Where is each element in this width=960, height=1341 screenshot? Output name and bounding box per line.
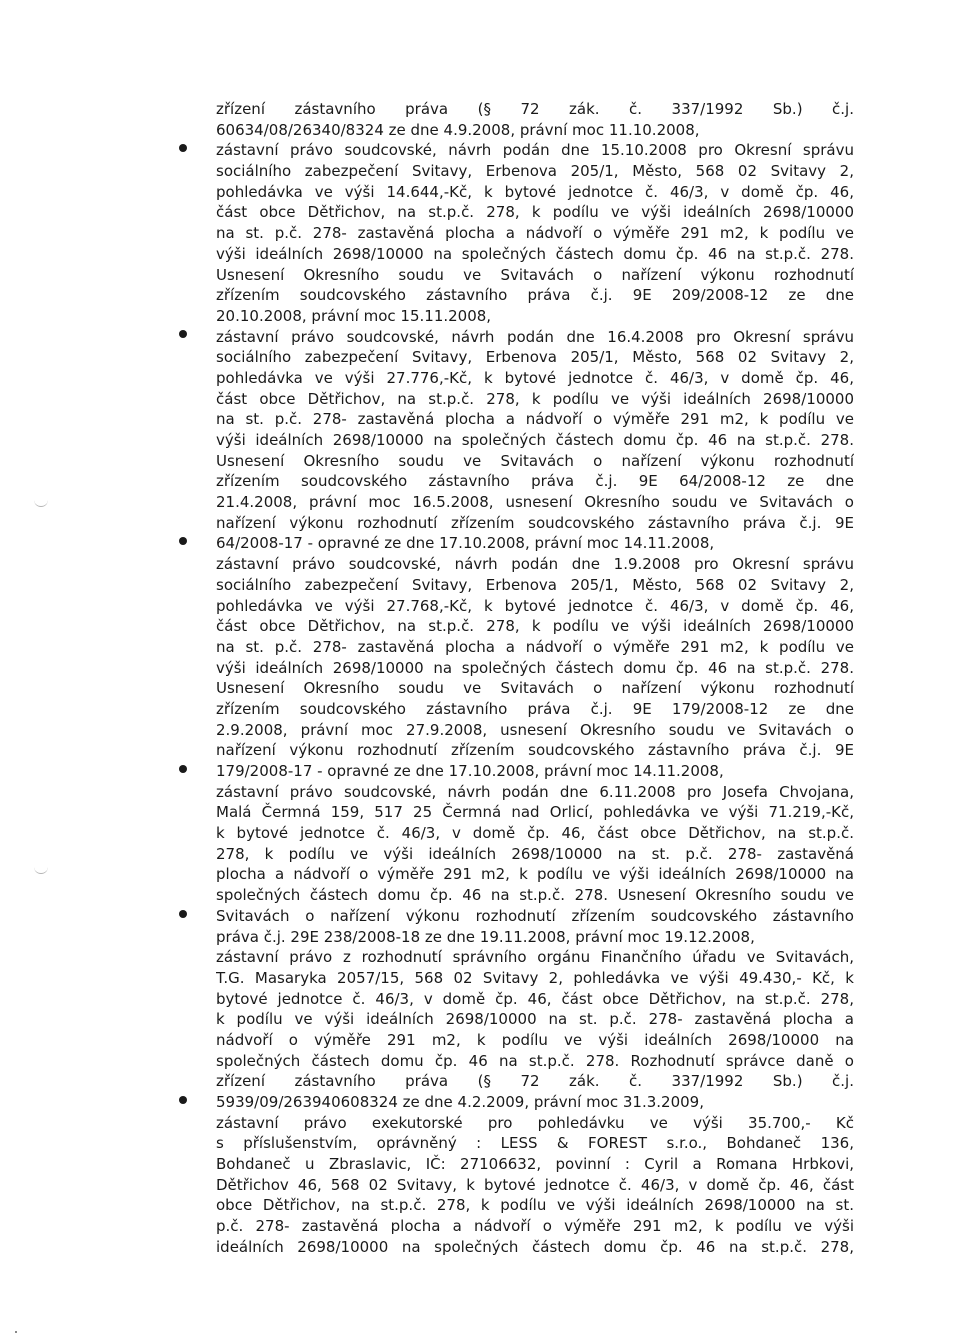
text-line: zřízením soudcovského zástavního práva č.j. 9E 179/2008-12 ze dne	[216, 699, 854, 718]
text-line: T.G. Masaryka 2057/15, 568 02 Svitavy 2, pohledávka ve výši 49.430,- Kč, k	[216, 968, 854, 987]
text-line: zástavní právo soudcovské, návrh podán dne 16.4.2008 pro Okresní správu	[216, 327, 854, 346]
text-line: 278, k podílu ve výši ideálních 2698/10000 na st. p.č. 278- zastavěná	[216, 844, 854, 863]
list-bullet	[179, 765, 187, 773]
list-bullet	[179, 330, 187, 338]
text-line: část obce Dětřichov, na st.p.č. 278, k podílu ve výši ideálních 2698/10000	[216, 617, 854, 636]
text-line: 179/2008-17 - opravné ze dne 17.10.2008, právní moc 14.11.2008,	[216, 762, 724, 780]
document-text	[216, 99, 854, 1258]
text-line: 60634/08/26340/8324 ze dne 4.9.2008, právní moc 11.10.2008,	[216, 120, 700, 139]
text-line: obce Dětřichov, na st.p.č. 278, k podílu ve výši ideálních 2698/10000 na st.	[216, 1196, 854, 1215]
text-line: nařízení výkonu rozhodnutí zřízením soudcovského zástavního práva č.j. 9E	[216, 513, 854, 532]
text-line: 64/2008-17 - opravné ze dne 17.10.2008, právní moc 14.11.2008,	[216, 534, 715, 553]
text-line: Malá Čermná 159, 517 25 Čermná nad Orlicí, pohledávka ve výši 71.219,-Kč,	[216, 803, 854, 822]
text-line: zřízení zástavního práva (§ 72 zák. č. 337/1992 Sb.) č.j.	[216, 100, 854, 118]
list-bullet	[179, 1096, 187, 1104]
text-line: nařízení výkonu rozhodnutí zřízením soudcovského zástavního práva č.j. 9E	[216, 741, 854, 760]
text-line: zástavní právo exekutorské pro pohledávku ve výši 35.700,- Kč	[216, 1113, 854, 1132]
text-line: 2.9.2008, právní moc 27.9.2008, usnesení Okresního soudu ve Svitavách o	[216, 720, 854, 739]
text-line: s příslušenstvím, oprávněný : LESS & FOREST s.r.o., Bohdaneč 136,	[216, 1134, 854, 1153]
text-line: sociálního zabezpečení Svitavy, Erbenova 205/1, Město, 568 02 Svitavy 2,	[216, 575, 854, 594]
text-line: Bohdaneč u Zbraslavic, IČ: 27106632, povinní : Cyril a Romana Hrbkovi,	[216, 1155, 854, 1174]
text-line: pohledávka ve výši 14.644,-Kč, k bytové jednotce č. 46/3, v domě čp. 46,	[216, 182, 854, 201]
text-line: zřízení zástavního práva (§ 72 zák. č. 337/1992 Sb.) č.j.	[216, 1072, 854, 1091]
text-line: Usnesení Okresního soudu ve Svitavách o nařízení výkonu rozhodnutí	[216, 451, 854, 470]
text-line: k bytové jednotce č. 46/3, v domě čp. 46, část obce Dětřichov, na st.p.č.	[216, 824, 854, 843]
text-line: Svitavách o nařízení výkonu rozhodnutí zřízením soudcovského zástavního	[216, 906, 854, 925]
text-line: výši ideálních 2698/10000 na společných částech domu čp. 46 na st.p.č. 278.	[216, 244, 854, 263]
punch-hole-mark	[34, 498, 48, 507]
list-bullet	[179, 144, 187, 152]
text-line: výši ideálních 2698/10000 na společných částech domu čp. 46 na st.p.č. 278.	[216, 658, 854, 677]
list-bullet	[179, 537, 187, 545]
text-line: sociálního zabezpečení Svitavy, Erbenova 205/1, Město, 568 02 Svitavy 2,	[216, 348, 854, 367]
text-line: na st. p.č. 278- zastavěná plocha a nádvoří o výměře 291 m2, k podílu ve	[216, 637, 854, 656]
text-line: společných částech domu čp. 46 na st.p.č. 278. Usnesení Okresního soudu ve	[216, 886, 854, 905]
text-line: část obce Dětřichov, na st.p.č. 278, k podílu ve výši ideálních 2698/10000	[216, 389, 854, 408]
text-line: zástavní právo soudcovské, návrh podán dne 15.10.2008 pro Okresní správu	[216, 141, 854, 160]
text-line: Dětřichov 46, 568 02 Svitavy, k bytové jednotce č. 46/3, v domě čp. 46, část	[216, 1175, 854, 1194]
text-line: společných částech domu čp. 46 na st.p.č. 278. Rozhodnutí správce daně o	[216, 1051, 854, 1070]
text-line: 21.4.2008, právní moc 16.5.2008, usnesení Okresního soudu ve Svitavách o	[216, 493, 854, 512]
text-line: výši ideálních 2698/10000 na společných částech domu čp. 46 na st.p.č. 278.	[216, 431, 854, 449]
text-line: na st. p.č. 278- zastavěná plocha a nádvoří o výměře 291 m2, k podílu ve	[216, 410, 854, 429]
text-line: nádvoří o výměře 291 m2, k podílu ve výši ideálních 2698/10000 na	[216, 1030, 854, 1049]
text-line: zřízením soudcovského zástavního práva č.j. 9E 209/2008-12 ze dne	[216, 286, 854, 305]
list-bullet	[179, 910, 187, 918]
text-line: Usnesení Okresního soudu ve Svitavách o nařízení výkonu rozhodnutí	[216, 679, 854, 698]
text-line: 20.10.2008, právní moc 15.11.2008,	[216, 306, 492, 325]
text-line: bytové jednotce č. 46/3, v domě čp. 46, část obce Dětřichov, na st.p.č. 278,	[216, 989, 854, 1008]
punch-hole-mark	[34, 865, 48, 874]
text-line: pohledávka ve výši 27.776,-Kč, k bytové jednotce č. 46/3, v domě čp. 46,	[216, 368, 854, 387]
text-line: na st. p.č. 278- zastavěná plocha a nádvoří o výměře 291 m2, k podílu ve	[216, 224, 854, 243]
text-line: ideálních 2698/10000 na společných částech domu čp. 46 na st.p.č. 278,	[216, 1237, 854, 1256]
text-line: pohledávka ve výši 27.768,-Kč, k bytové jednotce č. 46/3, v domě čp. 46,	[216, 596, 854, 615]
text-line: sociálního zabezpečení Svitavy, Erbenova 205/1, Město, 568 02 Svitavy 2,	[216, 162, 854, 181]
text-line: k podílu ve výši ideálních 2698/10000 na st. p.č. 278- zastavěná plocha a	[216, 1010, 854, 1029]
text-line: zástavní právo soudcovské, návrh podán dne 6.11.2008 pro Josefa Chvojana,	[216, 782, 854, 801]
text-line: zřízením soudcovského zástavního práva č.j. 9E 64/2008-12 ze dne	[216, 472, 854, 491]
text-line: zástavní právo soudcovské, návrh podán dne 1.9.2008 pro Okresní správu	[216, 555, 854, 574]
scan-speck	[15, 1331, 17, 1333]
text-line: plocha a nádvoří o výměře 291 m2, k podílu ve výši ideálních 2698/10000 na	[216, 865, 854, 884]
text-line: 5939/09/263940608324 ze dne 4.2.2009, právní moc 31.3.2009,	[216, 1093, 704, 1111]
text-line: část obce Dětřichov, na st.p.č. 278, k podílu ve výši ideálních 2698/10000	[216, 203, 854, 222]
text-line: zástavní právo z rozhodnutí správního orgánu Finančního úřadu ve Svitavách,	[216, 948, 854, 967]
text-line: práva č.j. 29E 238/2008-18 ze dne 19.11.2008, právní moc 19.12.2008,	[216, 927, 755, 946]
text-line: p.č. 278- zastavěná plocha a nádvoří o výměře 291 m2, k podílu ve výši	[216, 1217, 854, 1236]
text-line: Usnesení Okresního soudu ve Svitavách o nařízení výkonu rozhodnutí	[216, 265, 854, 284]
